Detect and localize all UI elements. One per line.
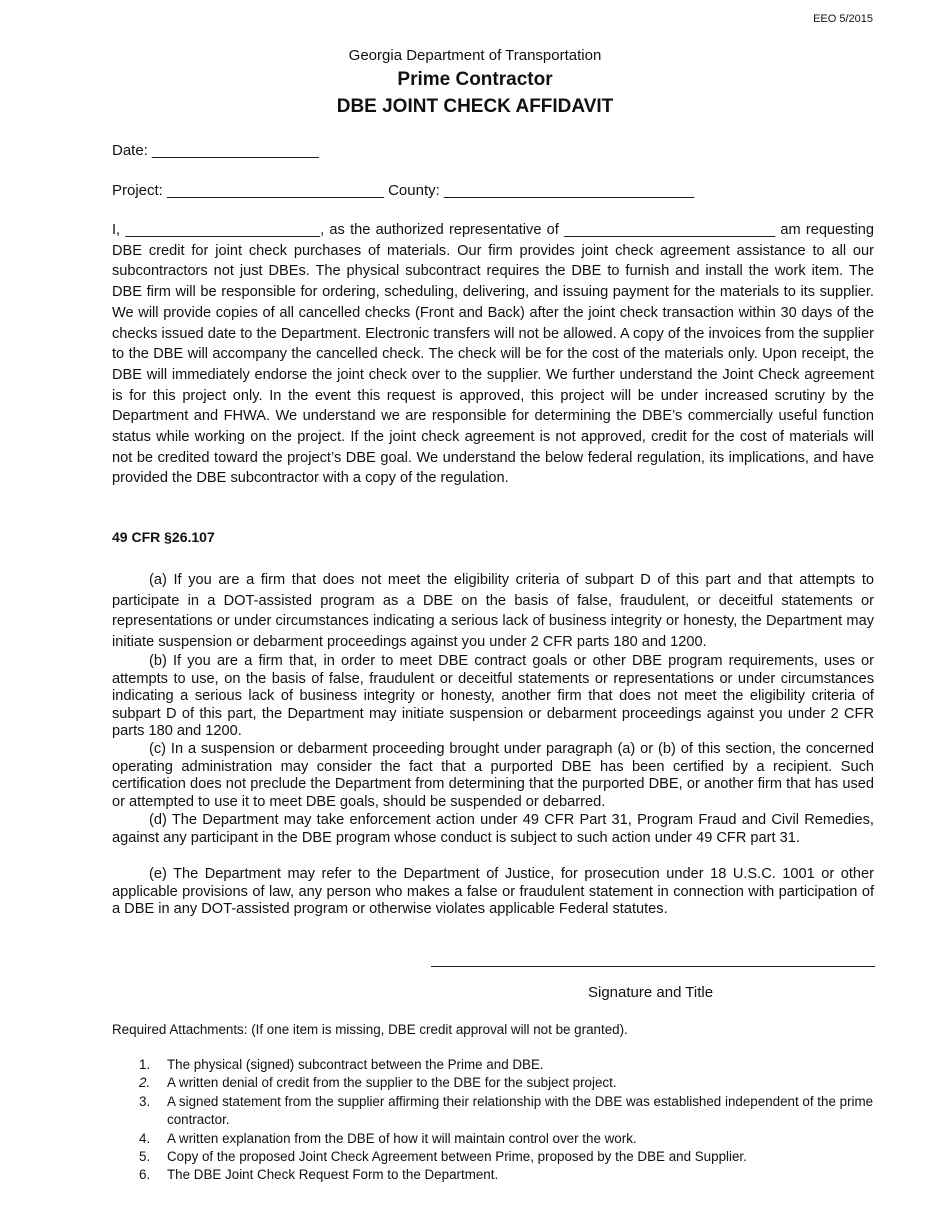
list-item	[139, 1093, 874, 1130]
list-item-text: The physical (signed) subcontract between the Prime and DBE.	[167, 1057, 544, 1072]
attachments-heading: Required Attachments: (If one item is missing, DBE credit approval will not be granted).	[112, 1022, 628, 1037]
list-item-number: 4.	[139, 1130, 151, 1146]
list-item-text: A written denial of credit from the supplier to the DBE for the subject project.	[167, 1075, 617, 1091]
date-field: Date: ____________________	[112, 142, 319, 159]
regulation-paragraph-e: (e) The Department may refer to the Department of Justice, for prosecution under 18 U.S.C. 1001 or other applicable provisions of law, any person who makes a false or fraudulent statement in connection with participation of a DBE in any DOT-assisted program or otherwise violates applicable Federal statutes.	[112, 866, 874, 918]
list-item	[139, 1148, 874, 1166]
list-item-text: Copy of the proposed Joint Check Agreement between Prime, proposed by the DBE and Supplier.	[167, 1149, 747, 1165]
list-item-number: 2.	[139, 1075, 151, 1091]
document-title-line2: DBE JOINT CHECK AFFIDAVIT	[336, 96, 614, 117]
list-item-number: 5.	[139, 1149, 151, 1165]
list-item-text: A signed statement from the supplier affirming their relationship with the DBE was established independent of the prime contractor.	[167, 1093, 874, 1128]
regulation-paragraph-b: (b) If you are a firm that, in order to meet DBE contract goals or other DBE program requirements, uses or attempts to use, on the basis of false, fraudulent or deceitful statements or representations or under circumstances indicating a serious lack of business integrity or honesty, another firm that does not meet the eligibility criteria of subpart D of this part, the Department may initiate suspension or debarment proceedings against you under 2 CFR parts 180 and 1200.	[112, 653, 874, 740]
regulation-paragraph-d: (d) The Department may take enforcement action under 49 CFR Part 31, Program Fraud and Civil Remedies, against any participant in the DBE program whose conduct is subject to such action under 49 CFR part 31.	[112, 812, 874, 846]
list-item	[139, 1056, 874, 1074]
signature-label: Signature and Title	[588, 984, 714, 1001]
list-item-number: 1.	[139, 1057, 151, 1072]
form-code: EEO 5/2015	[813, 13, 873, 25]
list-item	[139, 1074, 874, 1092]
project-county-field: Project: __________________________ County: ______________________________	[112, 182, 695, 199]
signature-line	[431, 966, 875, 967]
list-item	[139, 1166, 874, 1184]
regulation-paragraph-c: (c) In a suspension or debarment proceeding brought under paragraph (a) or (b) of this section, the concerned operating administration may consider the fact that a purported DBE has been certified by a recipient. Such certification does not preclude the Department from determining that the purported DBE, or another firm that has used or attempted to use it to meet DBE goals, should be suspended or debarred.	[112, 741, 874, 810]
list-item	[139, 1130, 874, 1148]
attachments-list	[139, 1056, 874, 1185]
affidavit-statement: I, ________________________, as the authorized representative of __________________________ am requesting DBE credit for joint check purchases of materials. Our firm provides joint check agreement assistance to all our subcontractors not just DBEs. The physical subcontract requires the DBE to furnish and install the work item. The DBE firm will be responsible for ordering, scheduling, delivering, and issuing payment for the materials to its supplier. We will provide copies of all cancelled checks (Front and Back) after the joint check transaction within 30 days of the checks issued date to the Department. Electronic transfers will not be allowed. A copy of the invoices from the supplier to the DBE will accompany the cancelled check. The check will be for the cost of the materials only. Upon receipt, the DBE will immediately endorse the joint check over to the supplier. We further understand the Joint Check agreement is for this project only. In the event this request is approved, this project will be under increased scrutiny by the Department and FHWA. We understand we are responsible for determining the DBE’s commercially useful function status while working on the project. If the joint check agreement is not approved, credit for the cost of materials will not be credited toward the project’s DBE goal. We understand the below federal regulation, its implications, and have provided the DBE subcontractor with a copy of the regulation.	[112, 222, 874, 487]
list-item-text: A written explanation from the DBE of how it will maintain control over the work.	[167, 1130, 637, 1146]
list-item-text: The DBE Joint Check Request Form to the Department.	[167, 1167, 499, 1183]
list-item-number: 3.	[139, 1093, 151, 1109]
document-title-line1: Prime Contractor	[397, 69, 553, 90]
regulation-heading: 49 CFR §26.107	[112, 529, 215, 545]
regulation-paragraph-a: (a) If you are a firm that does not meet the eligibility criteria of subpart D of this part and that attempts to participate in a DOT-assisted program as a DBE on the basis of false, fraudulent, or deceitful statements or representations or under circumstances indicating a serious lack of business integrity or honesty, the Department may initiate suspension or debarment proceedings against you under 2 CFR parts 180 and 1200.	[112, 572, 874, 650]
list-item-number: 6.	[139, 1167, 151, 1183]
agency-name: Georgia Department of Transportation	[348, 47, 602, 64]
